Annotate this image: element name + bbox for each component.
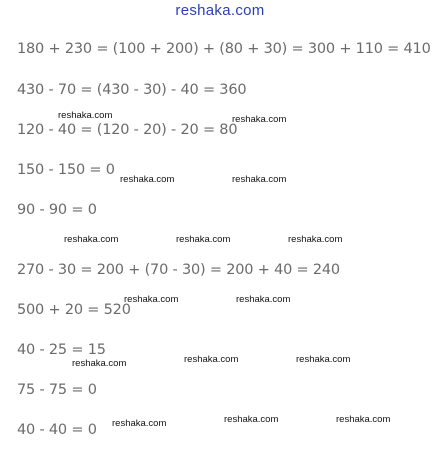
site-title[interactable]: reshaka.com <box>175 2 265 19</box>
watermark: reshaka.com <box>64 234 119 245</box>
watermark: reshaka.com <box>176 234 231 245</box>
watermark: reshaka.com <box>184 354 239 365</box>
watermark: reshaka.com <box>232 114 287 125</box>
equation-line: 75 - 75 = 0 <box>17 382 97 398</box>
watermark: reshaka.com <box>58 110 113 121</box>
equation-line: 430 - 70 = (430 - 30) - 40 = 360 <box>17 82 247 98</box>
watermark: reshaka.com <box>288 234 343 245</box>
watermark: reshaka.com <box>336 414 391 425</box>
equation-line: 90 - 90 = 0 <box>17 202 97 218</box>
watermark: reshaka.com <box>236 294 291 305</box>
equation-line: 500 + 20 = 520 <box>17 302 131 318</box>
watermark: reshaka.com <box>112 418 167 429</box>
equation-line: 180 + 230 = (100 + 200) + (80 + 30) = 300 + 110 = 410 <box>17 41 431 57</box>
equation-line: 120 - 40 = (120 - 20) - 20 = 80 <box>17 122 238 138</box>
watermark: reshaka.com <box>224 414 279 425</box>
equation-line: 40 - 25 = 15 <box>17 342 106 358</box>
watermark: reshaka.com <box>124 294 179 305</box>
watermark: reshaka.com <box>120 174 175 185</box>
watermark: reshaka.com <box>232 174 287 185</box>
equation-line: 40 - 40 = 0 <box>17 422 97 438</box>
equation-line: 270 - 30 = 200 + (70 - 30) = 200 + 40 = 240 <box>17 262 340 278</box>
watermark: reshaka.com <box>296 354 351 365</box>
equation-line: 150 - 150 = 0 <box>17 162 115 178</box>
watermark: reshaka.com <box>72 358 127 369</box>
